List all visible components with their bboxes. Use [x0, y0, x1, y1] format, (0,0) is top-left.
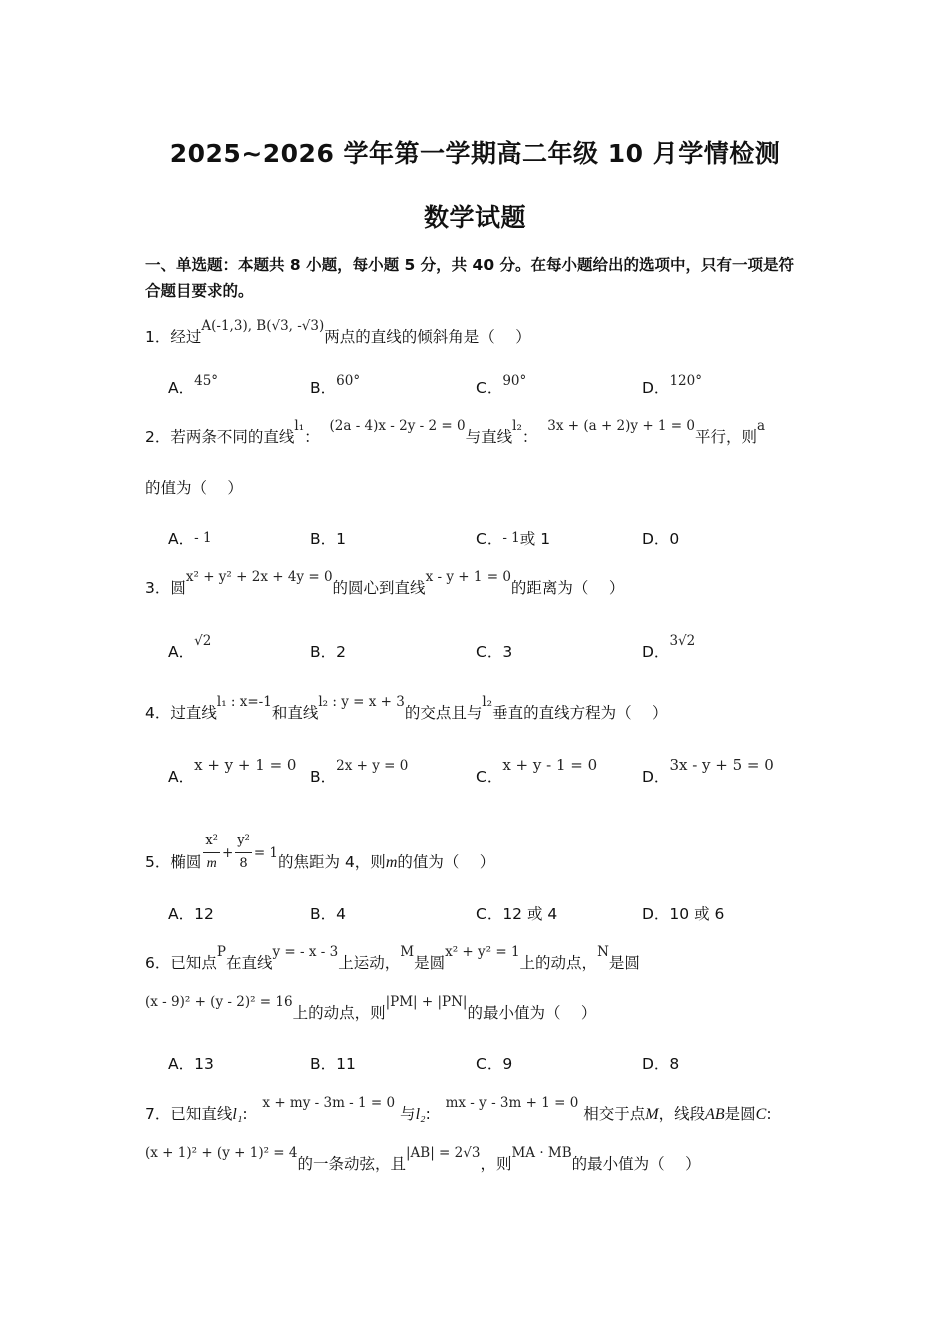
- option-b[interactable]: B．1: [310, 530, 346, 548]
- math-expression: 120°: [669, 373, 702, 389]
- math-expression: 90°: [502, 373, 527, 389]
- math-expression: - 1: [194, 530, 212, 546]
- question-number: 5．: [145, 853, 171, 871]
- math-expression: y = - x - 3: [272, 944, 339, 960]
- option-c[interactable]: C．9: [476, 1055, 513, 1073]
- math-expression: 2x + y = 0: [336, 758, 409, 774]
- question-text: 两点的直线的倾斜角是（ ）: [324, 328, 531, 346]
- math-expression: (x - 9)² + (y - 2)² = 16: [145, 994, 293, 1010]
- math-expression: x - y + 1 = 0: [425, 569, 511, 585]
- exam-title: 2025~2026 学年第一学期高二年级 10 月学情检测: [169, 139, 781, 168]
- math-expression: x + my - 3m - 1 = 0: [262, 1095, 396, 1111]
- math-expression: |PM| + |PN|: [385, 994, 468, 1010]
- math-expression: (x + 1)² + (y + 1)² = 4: [145, 1145, 298, 1161]
- math-expression: l₁ : x=-1: [216, 694, 272, 710]
- math-expression: l₂: [482, 694, 493, 710]
- math-expression: 3x + (a + 2)y + 1 = 0: [547, 418, 695, 434]
- option-c[interactable]: C．- 1或 1: [476, 530, 551, 548]
- question-2: 2．若两条不同的直线l₁： (2a - 4)x - 2y - 2 = 0与直线l₂： 3x + (a + 2)y + 1 = 0平行，则a: [145, 418, 766, 446]
- math-expression: √2: [194, 633, 212, 649]
- math-expression: 45°: [194, 373, 219, 389]
- question-number: 2．: [145, 428, 171, 446]
- math-expression: a: [757, 418, 766, 434]
- math-expression: x + y + 1 = 0: [194, 756, 297, 774]
- question-5: 5．椭圆 $\frac{\text{x²}}{m}$ + $\frac{\text{y²}}{8}$ = 1的焦距为 4，则m的值为（ ）: [145, 840, 495, 885]
- math-expression: l₁: [294, 418, 305, 434]
- math-expression: P: [216, 944, 226, 960]
- option-a[interactable]: A．45°: [168, 373, 219, 397]
- math-expression: x + y - 1 = 0: [502, 756, 598, 774]
- section-heading: 一、单选题：本题共 8 小题，每小题 5 分，共 40 分。在每小题给出的选项中，只有一项是符合题目要求的。: [145, 256, 795, 300]
- math-expression: l₂: [415, 1106, 426, 1123]
- math-expression: MA · MB: [511, 1145, 572, 1161]
- option-a[interactable]: A．- 1: [168, 530, 212, 548]
- math-expression: 60°: [336, 373, 361, 389]
- math-expression: l₁: [232, 1106, 243, 1123]
- math-expression: 3√2: [669, 633, 696, 649]
- option-c[interactable]: C．12 或 4: [476, 905, 558, 923]
- question-6: 6．已知点P在直线y = - x - 3上运动，M是圆x² + y² = 1上的动点，N是圆: [145, 944, 640, 972]
- option-b[interactable]: B．2x + y = 0: [310, 758, 409, 786]
- exam-subtitle: 数学试题: [423, 203, 526, 232]
- question-number: 1．: [145, 328, 171, 346]
- math-expression: x² + y² + 2x + 4y = 0: [185, 569, 333, 585]
- question-number: 3．: [145, 579, 171, 597]
- question-number: 4．: [145, 704, 171, 722]
- math-expression: M: [400, 944, 415, 960]
- question-7-cont: (x + 1)² + (y + 1)² = 4的一条动弦，且|AB| = 2√3，则MA · MB的最小值为（ ）: [145, 1145, 701, 1173]
- question-number: 7．: [145, 1105, 171, 1123]
- math-expression: |AB| = 2√3: [406, 1145, 481, 1161]
- option-d[interactable]: D．3x - y + 5 = 0: [642, 756, 774, 786]
- question-number: 6．: [145, 954, 171, 972]
- option-d[interactable]: D．0: [642, 530, 680, 548]
- question-text: 经过: [170, 328, 202, 346]
- option-c[interactable]: C．x + y - 1 = 0: [476, 756, 598, 786]
- math-expression: x² + y² = 1: [445, 944, 520, 960]
- option-d[interactable]: D．10 或 6: [642, 905, 725, 923]
- option-d[interactable]: D．3√2: [642, 633, 696, 661]
- option-d[interactable]: D．8: [642, 1055, 680, 1073]
- math-expression: m: [385, 854, 398, 871]
- math-expression: - 1: [502, 530, 520, 546]
- option-b[interactable]: B．60°: [310, 373, 361, 397]
- option-c[interactable]: C．90°: [476, 373, 527, 397]
- math-expression: M: [645, 1106, 659, 1123]
- option-b[interactable]: B．4: [310, 905, 346, 923]
- option-b[interactable]: B．2: [310, 643, 346, 661]
- question-3: 3．圆x² + y² + 2x + 4y = 0的圆心到直线x - y + 1 = 0的距离为（ ）: [145, 569, 625, 597]
- option-a[interactable]: A．√2: [168, 633, 212, 661]
- option-b[interactable]: B．11: [310, 1055, 356, 1073]
- option-d[interactable]: D．120°: [642, 373, 702, 397]
- option-a[interactable]: A．x + y + 1 = 0: [168, 756, 297, 786]
- question-7: 7．已知直线l₁: x + my - 3m - 1 = 0 与l₂: mx - y - 3m + 1 = 0 相交于点M，线段AB是圆C:: [145, 1095, 772, 1123]
- math-expression: mx - y - 3m + 1 = 0: [445, 1095, 579, 1111]
- math-expression: (2a - 4)x - 2y - 2 = 0: [329, 418, 466, 434]
- math-expression: l₂ : y = x + 3: [318, 694, 405, 710]
- fraction-y2-over-8: $\frac{\text{y²}}{8}$: [235, 830, 252, 875]
- math-expression: N: [597, 944, 609, 960]
- question-2-cont: 的值为（ ）: [145, 479, 243, 497]
- option-a[interactable]: A．13: [168, 1055, 214, 1073]
- question-1: [145, 318, 531, 349]
- math-expression: A(-1,3), B(√3, -√3): [201, 318, 325, 334]
- math-expression: C: [755, 1106, 767, 1123]
- fraction-x2-over-m: $\frac{\text{x²}}{m}$: [203, 830, 220, 875]
- option-c[interactable]: C．3: [476, 643, 513, 661]
- math-expression: AB: [705, 1106, 725, 1123]
- question-6-cont: (x - 9)² + (y - 2)² = 16上的动点，则|PM| + |PN|的最小值为（ ）: [145, 994, 597, 1022]
- math-expression: 3x - y + 5 = 0: [669, 756, 774, 774]
- option-a[interactable]: A．12: [168, 905, 214, 923]
- math-expression: l₂: [512, 418, 522, 434]
- question-4: 4．过直线l₁ : x=-1和直线l₂ : y = x + 3的交点且与l₂垂直的直线方程为（ ）: [145, 694, 668, 722]
